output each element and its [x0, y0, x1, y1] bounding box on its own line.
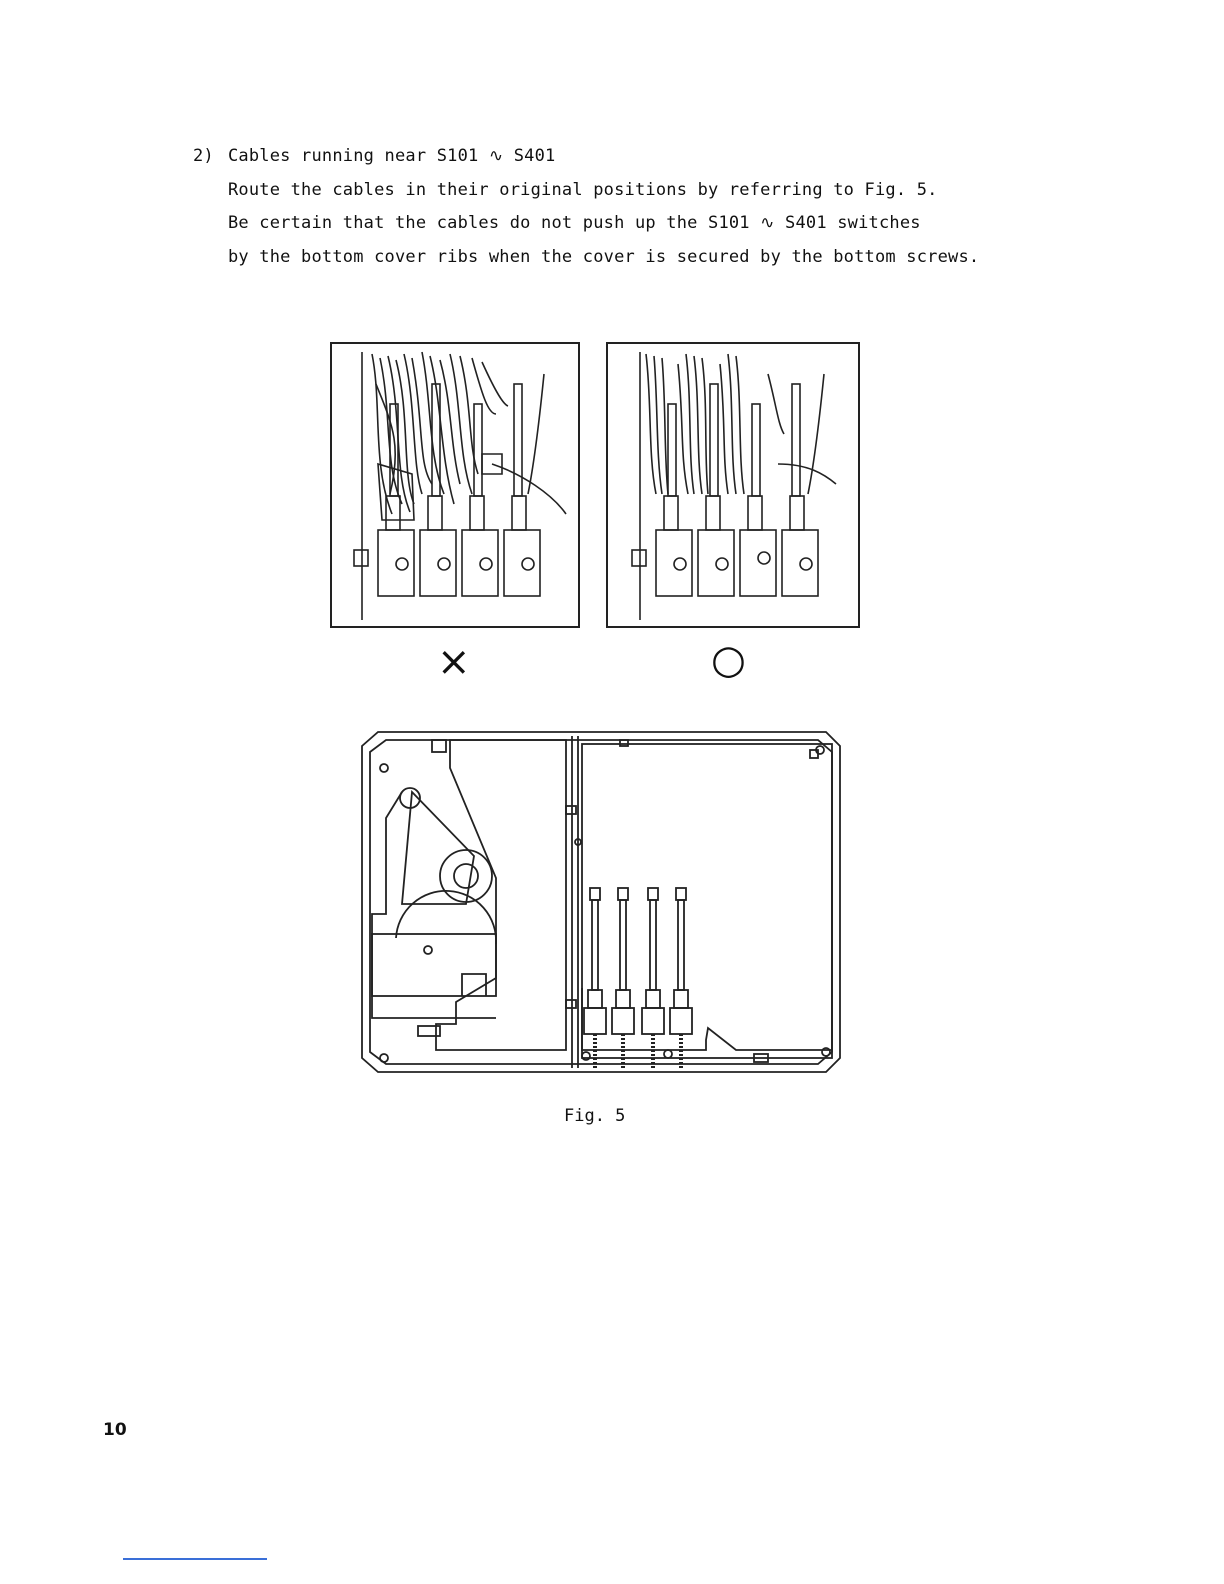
device-bottom-view-figure [356, 728, 846, 1076]
figure-caption: Fig. 5 [564, 1106, 626, 1126]
correct-mark: ○ [711, 637, 746, 683]
page-number: 10 [103, 1420, 127, 1440]
correct-routing-figure [606, 342, 860, 628]
section-title: Cables running near S101 ∿ S401 [228, 146, 556, 166]
section-heading [193, 140, 979, 174]
footer-rule [123, 1558, 267, 1560]
incorrect-routing-figure [330, 342, 580, 628]
section-number: 2) [193, 146, 214, 166]
instruction-text [193, 140, 979, 274]
instruction-line-3: by the bottom cover ribs when the cover is secured by the bottom screws. [228, 246, 980, 267]
incorrect-routing-drawing [332, 344, 578, 626]
device-bottom-view-drawing [356, 728, 846, 1076]
instruction-line-1: Route the cables in their original positions by referring to Fig. 5. [228, 179, 938, 200]
incorrect-mark: × [437, 639, 471, 685]
correct-routing-drawing [608, 344, 858, 626]
instruction-line-2: Be certain that the cables do not push up the S101 ∿ S401 switches [228, 213, 921, 233]
